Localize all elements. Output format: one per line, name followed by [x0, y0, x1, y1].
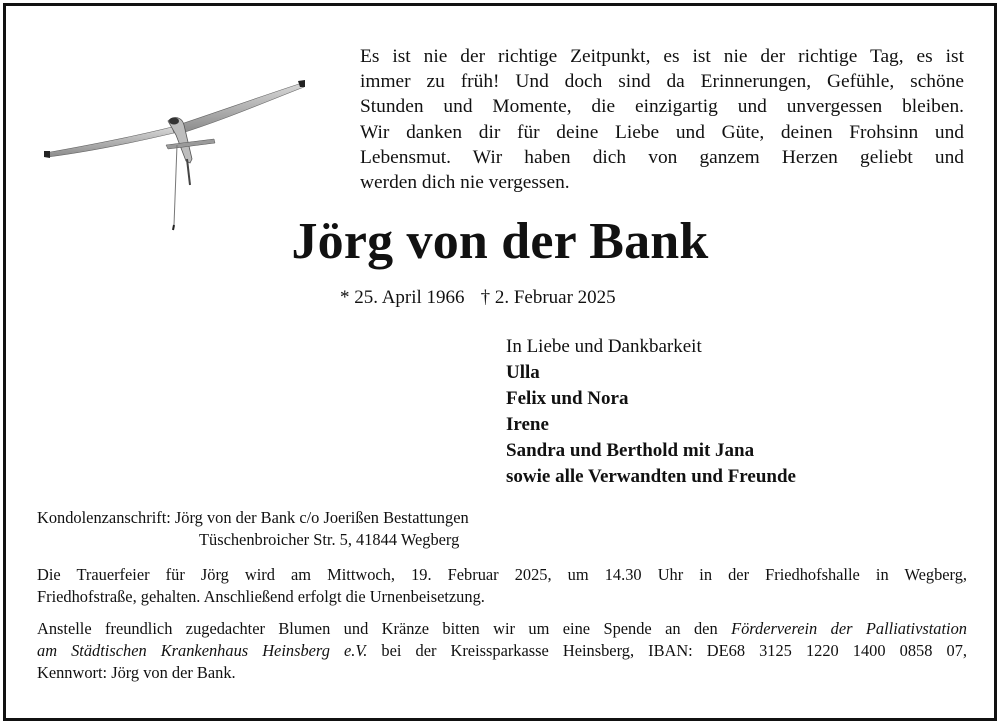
life-dates — [340, 287, 632, 309]
condolence-street: Tüschenbroicher Str. 5, 41844 Wegberg — [199, 530, 460, 549]
condolence-line: Kondolenzanschrift: Jörg von der Bank c/o Joerißen Bestattungen — [37, 508, 469, 527]
ceremony-line: Die Trauerfeier für Jörg wird am Mittwoch, 19. Februar 2025, um 14.30 Uhr in der Friedhofshalle in Wegberg, — [37, 565, 967, 584]
donation-text: Anstelle freundlich zugedachter Blumen und Kränze bitten wir um eine Spende an den — [37, 619, 718, 638]
donation-notice — [37, 618, 967, 684]
birth-date: * 25. April 1966 — [340, 287, 465, 308]
condolence-address — [37, 507, 469, 551]
family-member: Felix und Nora — [506, 388, 629, 409]
poem-line: Wir danken dir für deine Liebe und Güte, deinen Frohsinn und — [360, 121, 964, 143]
ceremony-line: Friedhofstraße, gehalten. Anschließend erfolgt die Urnenbeisetzung. — [37, 587, 485, 606]
family-intro: In Liebe und Dankbarkeit — [506, 336, 702, 357]
poem-line: Es ist nie der richtige Zeitpunkt, es ist nie der richtige Tag, es ist — [360, 46, 964, 67]
family-member: Irene — [506, 414, 549, 435]
family-member: sowie alle Verwandten und Freunde — [506, 466, 796, 487]
donation-recipient-cont: am Städtischen Krankenhaus Heinsberg e.V. — [37, 641, 368, 660]
poem-line: Lebensmut. Wir haben dich von ganzem Herzen geliebt und — [360, 146, 964, 168]
glider-icon — [40, 75, 310, 235]
donation-recipient: Förderverein der Palliativstation — [731, 619, 967, 638]
donation-line-2 — [37, 640, 967, 662]
family-member: Ulla — [506, 362, 540, 383]
family-member: Sandra und Berthold mit Jana — [506, 440, 755, 461]
poem-text — [360, 44, 964, 195]
ceremony-notice — [37, 564, 967, 608]
donation-keyword: Kennwort: Jörg von der Bank. — [37, 663, 236, 682]
donation-line-1 — [37, 618, 967, 640]
death-date: † 2. Februar 2025 — [480, 287, 616, 308]
deceased-name: Jörg von der Bank — [291, 213, 709, 270]
poem-line: immer zu früh! Und doch sind da Erinnerungen, Gefühle, schöne — [360, 71, 964, 93]
family-signature — [506, 334, 796, 490]
donation-bank: bei der Kreissparkasse Heinsberg, IBAN: DE68 3125 1220 1400 0858 07, — [381, 641, 967, 660]
poem-line: Stunden und Momente, die einzigartig und unvergessen bleiben. — [360, 96, 964, 118]
poem-line: werden dich nie vergessen. — [360, 172, 570, 194]
